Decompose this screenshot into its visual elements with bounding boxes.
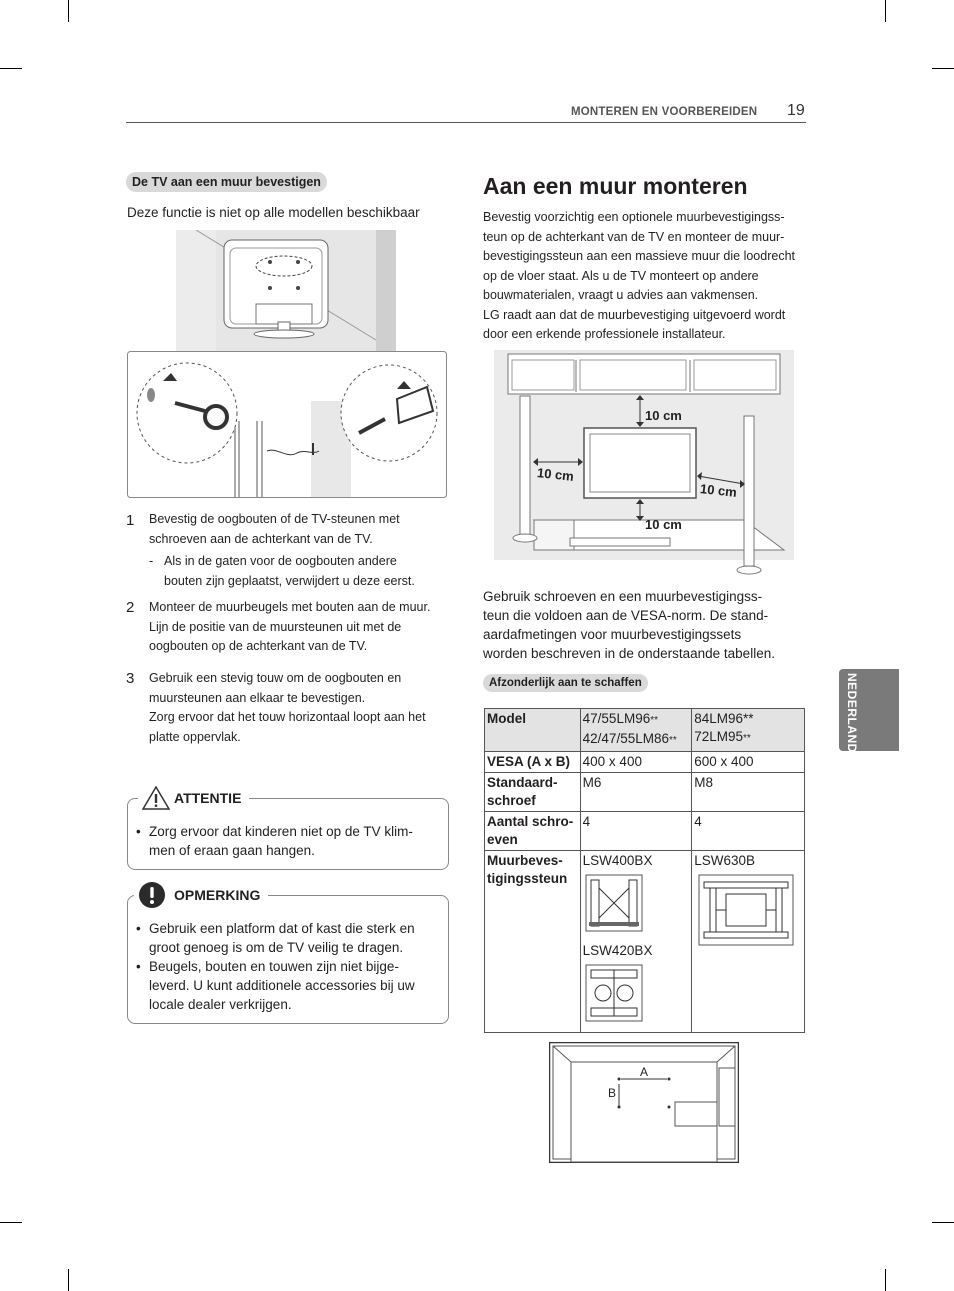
clearance-bottom-label: 10 cm bbox=[645, 517, 682, 532]
note-header bbox=[134, 881, 268, 909]
note-bullet bbox=[149, 957, 444, 1014]
vesa-line: Gebruik schroeven en een muurbevestigingss- bbox=[483, 589, 763, 604]
model-value: 42/47/55LM86 bbox=[582, 731, 669, 746]
step-line: Zorg ervoor dat het touw horizontaal loopt aan het bbox=[149, 710, 426, 724]
bullet-line: leverd. U kunt additionele accessories bij uw bbox=[149, 978, 415, 993]
crop-mark bbox=[0, 1222, 22, 1223]
bracket-model: LSW420BX bbox=[582, 943, 653, 958]
sold-separately-pill: Afzonderlijk aan te schaffen bbox=[483, 674, 648, 692]
dimension-a-label: A bbox=[640, 1065, 649, 1079]
step-line: muursteunen aan elkaar te bevestigen. bbox=[149, 690, 366, 705]
exclamation-circle-icon bbox=[138, 881, 166, 909]
step-line: Monteer de muurbeugels met bouten aan de muur. bbox=[149, 600, 431, 614]
table-row bbox=[485, 709, 805, 752]
label-line: Standaard- bbox=[487, 775, 558, 790]
vesa-text bbox=[483, 587, 813, 663]
clearance-left-label: 10 cm bbox=[536, 465, 575, 484]
note-title: OPMERKING bbox=[170, 887, 264, 903]
step-3-text bbox=[149, 669, 449, 747]
bracket-lsw400bx-image bbox=[585, 874, 643, 932]
bullet-line: locale dealer verkrijgen. bbox=[149, 997, 292, 1012]
bracket-lsw630b-image bbox=[698, 874, 794, 946]
section-pill: De TV aan een muur bevestigen bbox=[126, 172, 327, 192]
table-cell: M8 bbox=[692, 773, 805, 812]
label-line: even bbox=[487, 832, 518, 847]
table-cell bbox=[580, 851, 692, 1033]
table-row bbox=[485, 773, 805, 812]
header-rule bbox=[126, 122, 806, 123]
table-row bbox=[485, 812, 805, 851]
attention-title: ATTENTIE bbox=[170, 790, 245, 806]
crop-mark bbox=[885, 0, 886, 22]
vesa-line: worden beschreven in de onderstaande tabellen. bbox=[483, 646, 775, 661]
page-title: Aan een muur monteren bbox=[483, 173, 748, 199]
bullet-line: Gebruik een platform dat of kast die sterk en bbox=[149, 921, 415, 936]
vesa-ab-diagram bbox=[549, 1042, 739, 1163]
attention-header bbox=[138, 786, 249, 810]
intro-text: Deze functie is niet op alle modellen beschikbaar bbox=[127, 205, 420, 220]
model-value: 84LM96** bbox=[694, 711, 754, 726]
wall-bracket-illustration bbox=[127, 351, 447, 498]
step-line: Gebruik een stevig touw om de oogbouten en bbox=[149, 671, 402, 685]
step-1-dash: - bbox=[149, 554, 154, 568]
table-cell: M6 bbox=[580, 773, 692, 812]
intro-line: bevestigingssteun aan een massieve muur die loodrecht bbox=[483, 249, 795, 263]
intro-line: door een erkende professionele installateur. bbox=[483, 327, 726, 341]
bracket-model: LSW630B bbox=[694, 853, 756, 868]
attention-bullet bbox=[149, 822, 444, 860]
model-value: 47/55LM96 bbox=[582, 711, 651, 726]
crop-mark bbox=[932, 68, 954, 69]
step-line: schroeven aan de achterkant van de TV. bbox=[149, 531, 373, 546]
note-bullet bbox=[149, 919, 444, 957]
step-line: oogbouten op de achterkant van de TV. bbox=[149, 639, 368, 653]
table-cell: 400 x 400 bbox=[580, 752, 692, 773]
row-label bbox=[485, 773, 581, 812]
intro-line: op de vloer staat. Als u de TV monteert op andere bbox=[483, 268, 759, 283]
table-row bbox=[485, 851, 805, 1033]
row-label bbox=[485, 851, 581, 1033]
table-cell: 4 bbox=[580, 812, 692, 851]
page-number: 19 bbox=[787, 102, 805, 119]
label-line: tigingssteun bbox=[487, 871, 568, 886]
step-1-subnote bbox=[164, 552, 454, 591]
dimension-b-label: B bbox=[608, 1086, 617, 1100]
model-stars: ** bbox=[668, 735, 677, 746]
vesa-line: aardafmetingen voor muurbevestigingssets bbox=[483, 627, 742, 642]
table-cell: 4 bbox=[692, 812, 805, 851]
table-cell bbox=[580, 709, 692, 752]
label-line: schroef bbox=[487, 793, 536, 808]
bracket-lsw420bx-image bbox=[585, 964, 643, 1022]
model-header: Model bbox=[485, 709, 581, 752]
table-row bbox=[485, 752, 805, 773]
bullet-line: Beugels, bouten en touwen zijn niet bijge- bbox=[149, 959, 399, 974]
crop-mark bbox=[0, 68, 22, 69]
subnote-line: bouten zijn geplaatst, verwijdert u deze eerst. bbox=[164, 573, 415, 588]
section-title: MONTEREN EN VOORBEREIDEN bbox=[571, 106, 758, 118]
clearance-top-label: 10 cm bbox=[645, 408, 682, 423]
spec-table bbox=[484, 708, 805, 1033]
bullet-icon: • bbox=[136, 824, 141, 839]
step-number: 1 bbox=[126, 512, 135, 529]
step-1-text bbox=[149, 510, 449, 549]
intro-line: teun op de achterkant van de TV en monteer de muur- bbox=[483, 229, 785, 244]
crop-mark bbox=[68, 1269, 69, 1291]
tv-back-illustration bbox=[176, 230, 396, 354]
step-2-text bbox=[149, 598, 449, 657]
bullet-line: men of eraan gaan hangen. bbox=[149, 843, 315, 858]
model-stars: ** bbox=[743, 733, 751, 744]
crop-mark bbox=[68, 0, 69, 22]
crop-mark bbox=[885, 1269, 886, 1291]
table-cell: 600 x 400 bbox=[692, 752, 805, 773]
step-line: Lijn de positie van de muursteunen uit met de bbox=[149, 619, 402, 634]
language-tab-label: NEDERLANDS bbox=[845, 673, 859, 762]
subnote-line: Als in de gaten voor de oogbouten andere bbox=[164, 554, 397, 568]
bullet-line: Zorg ervoor dat kinderen niet op de TV klim- bbox=[149, 824, 413, 839]
row-label bbox=[485, 812, 581, 851]
bullet-icon: • bbox=[136, 921, 141, 936]
model-stars: ** bbox=[650, 715, 659, 726]
label-line: Muurbeves- bbox=[487, 853, 563, 868]
mount-intro bbox=[483, 208, 813, 345]
step-number: 3 bbox=[126, 670, 135, 687]
step-number: 2 bbox=[126, 599, 135, 616]
crop-mark bbox=[932, 1222, 954, 1223]
step-line: Bevestig de oogbouten of de TV-steunen met bbox=[149, 512, 400, 526]
intro-line: Bevestig voorzichtig een optionele muurbevestigingss- bbox=[483, 210, 785, 224]
bracket-model: LSW400BX bbox=[582, 853, 653, 868]
clearance-right-label: 10 cm bbox=[699, 481, 738, 500]
warning-triangle-icon bbox=[142, 786, 170, 810]
table-cell bbox=[692, 851, 805, 1033]
language-tab bbox=[839, 669, 899, 762]
label-line: Aantal schro- bbox=[487, 814, 574, 829]
table-cell bbox=[692, 709, 805, 752]
bullet-line: groot genoeg is om de TV veilig te dragen. bbox=[149, 940, 404, 955]
model-value: 72LM95 bbox=[694, 729, 744, 744]
row-label: VESA (A x B) bbox=[485, 752, 581, 773]
bullet-icon: • bbox=[136, 959, 141, 974]
intro-line: bouwmaterialen, vraagt u advies aan vakmensen. bbox=[483, 288, 759, 302]
step-line: platte oppervlak. bbox=[149, 729, 241, 744]
intro-line: LG raadt aan dat de muurbevestiging uitgevoerd wordt bbox=[483, 307, 786, 322]
vesa-line: teun die voldoen aan de VESA-norm. De stand- bbox=[483, 608, 769, 623]
